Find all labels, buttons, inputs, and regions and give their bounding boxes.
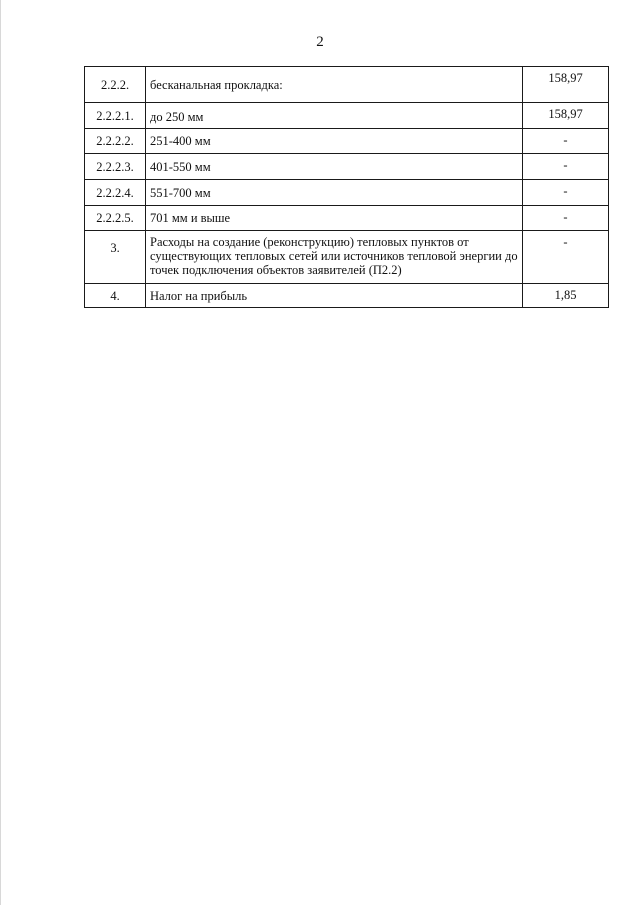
row-value: 158,97 <box>523 103 609 129</box>
row-name: Налог на прибыль <box>146 284 523 308</box>
row-name: бесканальная прокладка: <box>146 67 523 103</box>
row-name: до 250 мм <box>146 103 523 129</box>
row-value: - <box>523 206 609 231</box>
tariff-table <box>84 66 609 308</box>
table-row <box>85 206 609 231</box>
row-value: - <box>523 154 609 180</box>
row-value: - <box>523 129 609 154</box>
row-name: 701 мм и выше <box>146 206 523 231</box>
row-number: 2.2.2. <box>85 67 146 103</box>
row-number: 4. <box>85 284 146 308</box>
row-name: 251-400 мм <box>146 129 523 154</box>
row-number: 3. <box>85 231 146 284</box>
row-name: Расходы на создание (реконструкцию) тепловых пунктов от существующих тепловых сетей или источников тепловой энергии до точек подключения объектов заявителей (П2.2) <box>146 231 523 284</box>
row-name: 551-700 мм <box>146 180 523 206</box>
page-number: 2 <box>316 34 324 50</box>
table-row <box>85 154 609 180</box>
row-number: 2.2.2.2. <box>85 129 146 154</box>
row-name: 401-550 мм <box>146 154 523 180</box>
table-row <box>85 180 609 206</box>
table-row <box>85 231 609 284</box>
table-row <box>85 129 609 154</box>
row-value: 1,85 <box>523 284 609 308</box>
table-row <box>85 67 609 103</box>
row-value: 158,97 <box>523 67 609 103</box>
row-value: - <box>523 231 609 284</box>
row-number: 2.2.2.3. <box>85 154 146 180</box>
table-row <box>85 103 609 129</box>
row-number: 2.2.2.5. <box>85 206 146 231</box>
row-number: 2.2.2.1. <box>85 103 146 129</box>
row-number: 2.2.2.4. <box>85 180 146 206</box>
row-value: - <box>523 180 609 206</box>
table-row <box>85 284 609 308</box>
page-edge <box>0 0 1 905</box>
